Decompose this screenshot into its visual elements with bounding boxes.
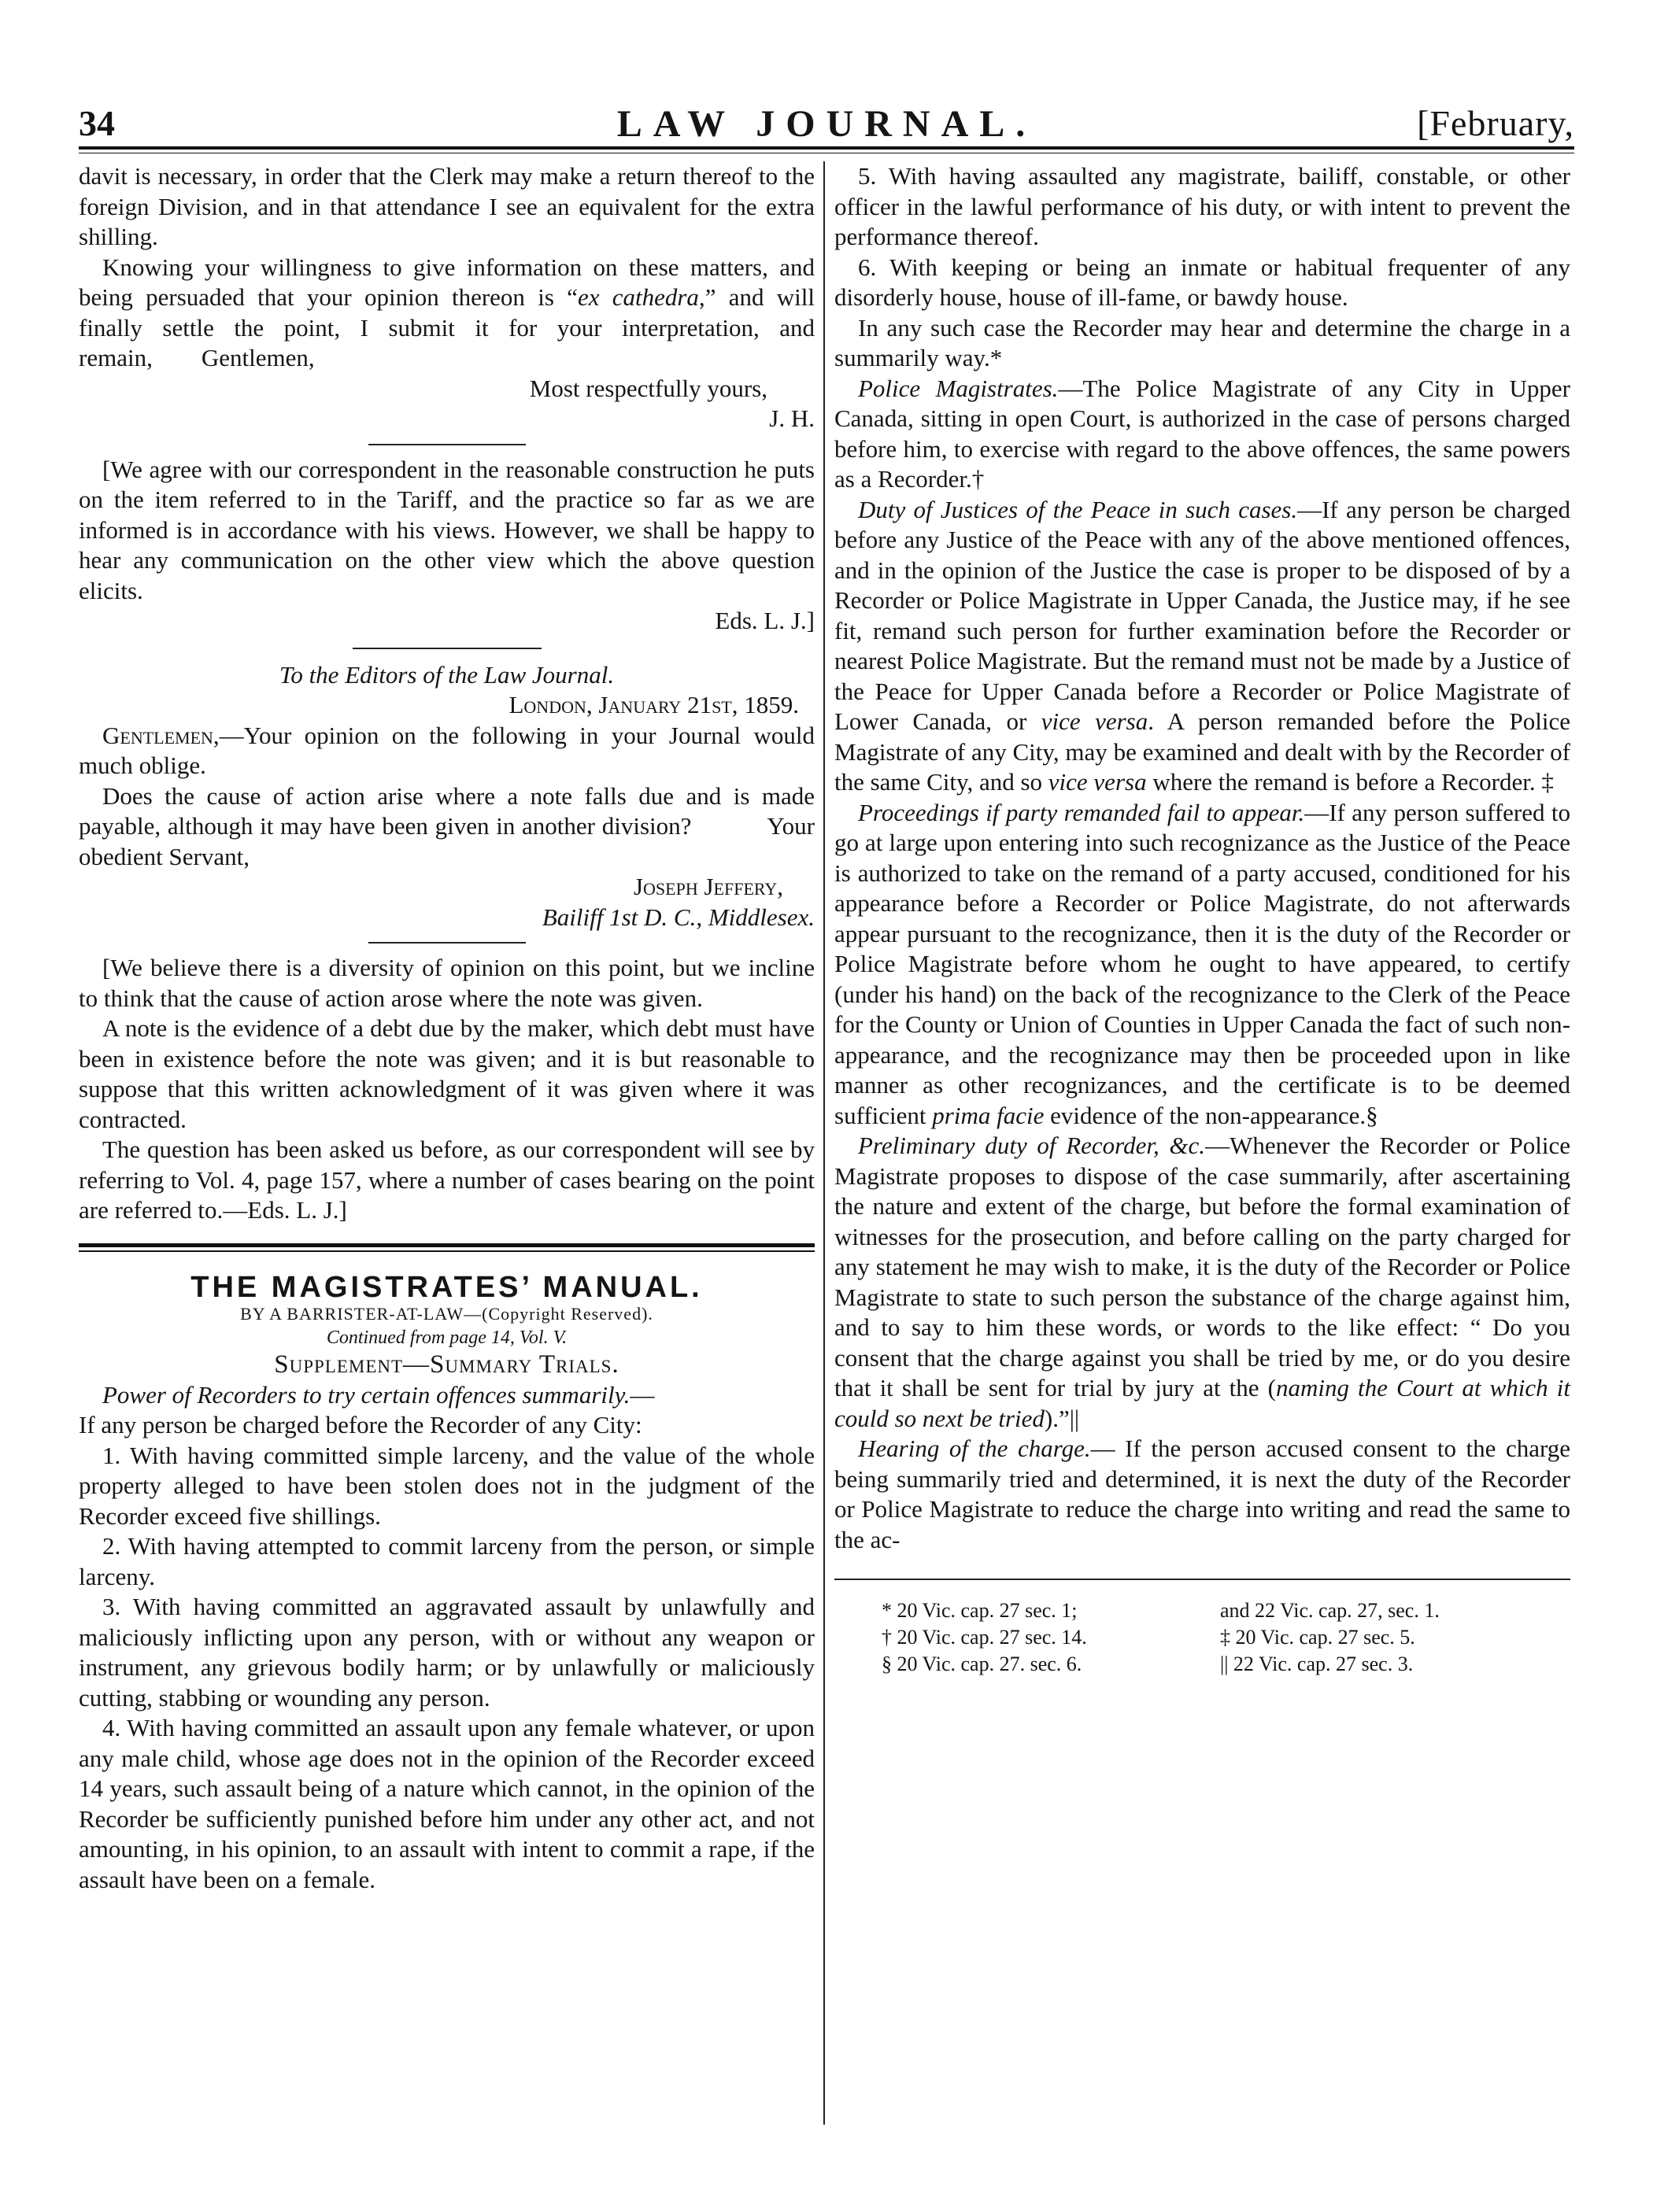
text-run: —Whenever the Recorder or Police Magistrate proposes to dispose of the case summarily, after ascertaining the nature and extent of the charge, but before the formal examination of witnesses for the prosecution, and before calling on the party charged for any statement he may wish to make, it is the duty of the Recorder or Police Magistrate to state to such person the substance of the charge against him, and to say to him these words, or words to the like effect: “ Do you consent that the charge against you shall be tried by me, or do you desire that it shall be sent for trial by jury at the ( [834,1132,1570,1401]
body-paragraph [834,374,1570,495]
list-item: 5. With having assaulted any magistrate, bailiff, constable, or other officer in the lawful performance of his duty, or with intent to prevent the performance thereof. [834,162,1570,250]
letter-paragraph [79,721,815,781]
text-run: . A person remanded before the Police Magistrate of any City, may be examined and dealt with by the Recorder of the same City, and so [834,707,1570,796]
text-run: —If any person be charged before any Justice of the Peace with any of the above mentioned offences, and in the opinion of the Justice the case is proper to be disposed of by a Recorder or Police Magistrate in Upper Canada, the Justice may, if he see fit, remand such person for further examination before the Recorder or nearest Police Magistrate. But the remand must not be made by a Justice of the Peace for Upper Canada before a Recorder or Police Magistrate of Lower Canada, or [834,495,1570,735]
body-paragraph [834,1434,1570,1555]
section-title: THE MAGISTRATES’ MANUAL. [190,1270,703,1304]
text-run: Does the cause of action arise where a note falls due and is made payable, although it may have been given in another division? [79,781,815,840]
column-divider [823,161,825,2125]
text-run: —Your opinion on the following in your Journal would much oblige. [79,721,815,779]
footnote-row [882,1624,1570,1651]
byline: BY A BARRISTER-AT-LAW—(Copyright Reserved). [240,1304,653,1324]
salutation: Gentlemen, [102,721,220,749]
footnotes [834,1597,1570,1678]
italic-phrase: naming the Court at which it could so next be tried [834,1374,1570,1432]
footnote-row [882,1597,1570,1624]
right-column [834,161,1570,1678]
footnote: * 20 Vic. cap. 27 sec. 1; [882,1599,1078,1622]
list-item: 6. With keeping or being an inmate or habitual frequenter of any disorderly house, house of ill-fame, or bawdy house. [834,253,1570,311]
italic-phrase: vice versa [1048,768,1147,796]
divider-rule [368,942,526,944]
italic-phrase: ex cathedra, [577,283,705,311]
section-rule-thick [79,1243,815,1247]
footnote: § 20 Vic. cap. 27. sec. 6. [882,1653,1082,1675]
divider-rule [368,444,526,445]
body-paragraph [834,1131,1570,1434]
signature-closing: Most respectfully yours, [529,374,767,402]
letter-paragraph [79,781,815,873]
journal-title: LAW JOURNAL. [616,103,1037,145]
list-item: 3. With having committed an aggravated assault by unlawfully and maliciously inflicting upon any person, with or without any weapon or instrument, any grievous bodily harm; or by unlawfully or maliciously cutting, stabbing or wounding any person. [79,1593,815,1712]
editorial-note: [We agree with our correspondent in the reasonable construction he puts on the item referred to in the Tariff, and the practice so far as we are informed is in accordance with his views. However, we shall be happy to hear any communication on the other view which the above question elicits. [79,455,815,604]
letter-dateline: London, January 21st, 1859. [508,691,799,718]
text-run: Knowing your willingness to give information on these matters, and being persuaded that your opinion thereon is “ [79,253,815,311]
body-paragraph [834,798,1570,1132]
text-run: ).”|| [1044,1404,1080,1432]
body-paragraph: In any such case the Recorder may hear and determine the charge in a summarily way.* [834,313,1570,371]
letter-paragraph [79,253,815,374]
footnote: † 20 Vic. cap. 27 sec. 14. [882,1626,1087,1649]
list-item: 2. With having attempted to commit larceny from the person, or simple larceny. [79,1532,815,1590]
continued-note: Continued from page 14, Vol. V. [326,1328,568,1348]
italic-heading: Proceedings if party remanded fail to appear. [858,798,1305,826]
paragraph-heading [79,1380,815,1411]
text-run: —If any person suffered to go at large upon entering into such recognizance as the Justice of the Peace is authorized to take on the remand of a party accused, conditioned for his appearance before a Recorder or Police Magistrate, do not afterwards appear pursuant to the recognizance, then it is the duty of the Recorder or Police Magistrate before whom he ought to have appeared, to certify (under his hand) on the back of the recognizance to the Clerk of the Peace for the County or Union of Counties in Upper Canada the fact of such non-appearance, and the recognizance may then be proceeded upon in like manner as other recognizances, and the certificate is to be deemed sufficient [834,798,1570,1129]
body-paragraph: If any person be charged before the Recorder of any City: [79,1411,642,1438]
list-item: 4. With having committed an assault upon any female whatever, or upon any male child, whose age does not in the opinion of the Recorder exceed 14 years, such assault being of a nature which cannot, in the opinion of the Recorder be sufficiently punished before him under any other act, and not amounting, in his opinion, to an assault with intent to commit a rape, if the assault have been on a female. [79,1714,815,1893]
list-item: 1. With having committed simple larceny, and the value of the whole property alleged to have been stolen does not in the judgment of the Recorder exceed five shillings. [79,1441,815,1530]
header-month: [February, [1417,103,1574,143]
body-paragraph [834,495,1570,798]
salutation: Gentlemen, [201,344,315,371]
text-run: — If the person accused consent to the charge being summarily tried and determined, it is next the duty of the Recorder or Police Magistrate to reduce the charge into writing and read the same to the ac- [834,1435,1570,1553]
editors-signature: Eds. L. J.] [715,607,815,634]
text-run: ” and will finally settle the point, I submit it for your interpretation, and remain, [79,283,815,371]
footnote-row [882,1651,1570,1678]
header-rule-thick [79,146,1574,150]
italic-heading: Preliminary duty of Recorder, &c. [858,1132,1206,1159]
divider-rule [353,648,542,649]
italic-phrase: prima facie [932,1101,1045,1129]
italic-heading: Duty of Justices of the Peace in such cases. [858,495,1298,523]
editorial-note: The question has been asked us before, as our correspondent will see by referring to Vol. 4, page 157, where a number of cases bearing on the point are referred to.—Eds. L. J.] [79,1136,815,1224]
footnote: || 22 Vic. cap. 27 sec. 3. [1220,1653,1414,1675]
italic-heading: Police Magistrates. [858,374,1059,402]
italic-heading: Power of Recorders to try certain offences summarily. [102,1380,631,1409]
page-number: 34 [79,103,115,143]
footnote: and 22 Vic. cap. 27, sec. 1. [1220,1599,1440,1622]
editorial-note: A note is the evidence of a debt due by the maker, which debt must have been in existence before the note was given; and it is but reasonable to suppose that this written acknowledgment of it was given where it was contracted. [79,1014,815,1133]
section-rule-thin [79,1250,815,1252]
footnote-rule [834,1579,1570,1580]
italic-phrase: vice versa [1041,707,1148,735]
text-run: — [630,1380,655,1409]
signature-initials: J. H. [769,404,815,432]
text-run: evidence of the non-appearance.§ [1044,1101,1378,1129]
letter-addressee: To the Editors of the Law Journal. [279,660,615,689]
subsection-heading: Supplement—Summary Trials. [274,1350,619,1379]
footnote: ‡ 20 Vic. cap. 27 sec. 5. [1220,1626,1415,1649]
signature-name: Joseph Jeffery, [633,873,783,900]
signature-title: Bailiff 1st D. C., Middlesex. [542,903,815,931]
text-run: —The Police Magistrate of any City in Upper Canada, sitting in open Court, is authorized in the case of persons charged before him, to exercise with regard to the above offences, the same powers as a Recorder.† [834,374,1570,493]
italic-heading: Hearing of the charge. [858,1435,1091,1462]
letter-paragraph: davit is necessary, in order that the Clerk may make a return thereof to the foreign Division, and in that attendance I see an equivalent for the extra shilling. [79,162,815,250]
editorial-note: [We believe there is a diversity of opinion on this point, but we incline to think that the cause of action arose where the note was given. [79,954,815,1012]
closing: Your obedient Servant, [79,812,815,870]
left-column [79,161,815,1895]
text-run: where the remand is before a Recorder. ‡ [1146,768,1554,796]
